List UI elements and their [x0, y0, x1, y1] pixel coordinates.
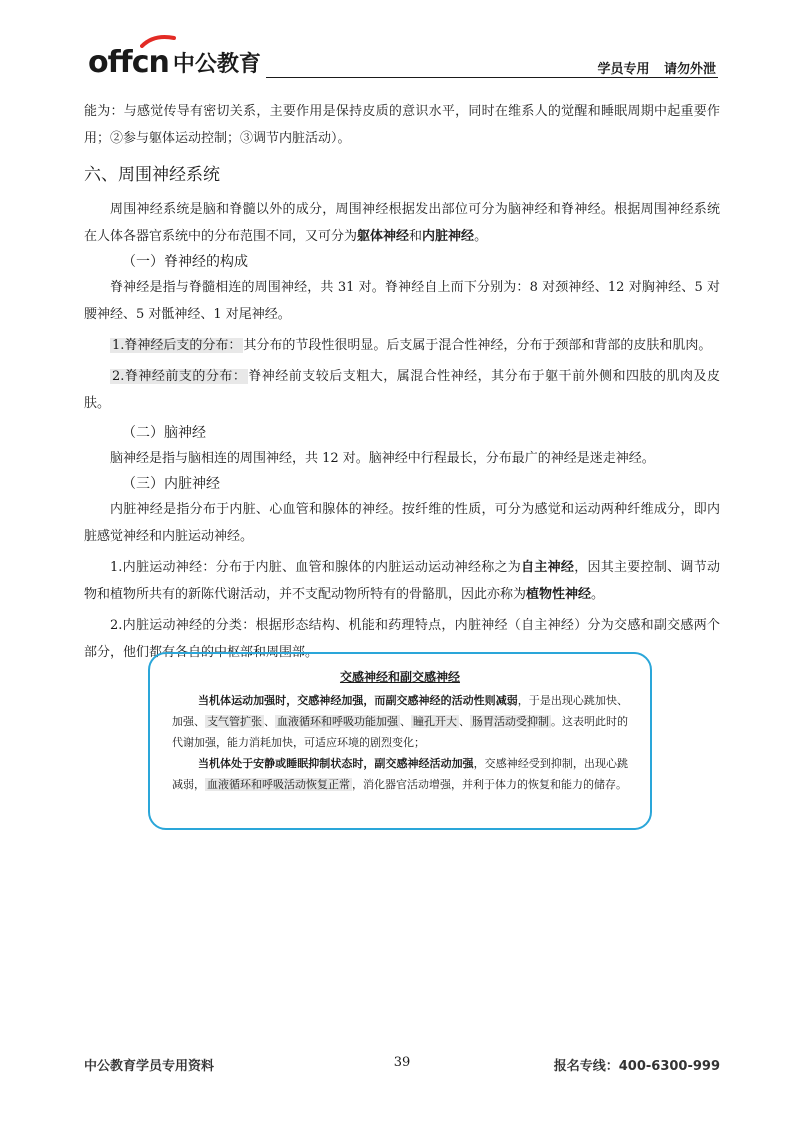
logo-swoosh-icon [140, 34, 176, 48]
page-content [84, 98, 720, 666]
visceral-motor-paragraph: 1.内脏运动神经：分布于内脏、血管和腺体的内脏运动运动神经称之为自主神经，因其主要控制、调节动物和植物所共有的新陈代谢活动，并不支配动物所特有的骨骼肌，因此亦称为植物性神经。 [84, 560, 720, 602]
callout-sympathetic-paragraph: 当机体运动加强时，交感神经加强，而副交感神经的活动性则减弱，于是出现心跳加快、加强、 支气管扩张 、 血液循环和呼吸功能加强 、 瞳孔开大 、 肠胃活动受抑制 。这表明此时的代谢加强，能力消耗加快，可适应环境的剧烈变化； [172, 694, 629, 749]
subheading-cranial-nerves: （二）脑神经 [122, 425, 206, 441]
callout-box [148, 652, 652, 830]
section-heading-peripheral-nerves: 六、周围神经系统 [84, 165, 220, 185]
intro-paragraph: 能为：与感觉传导有密切关系，主要作用是保持皮质的意识水平，同时在维系人的觉醒和睡眠周期中起重要作用；②参与躯体运动控制；③调节内脏活动）。 [84, 104, 720, 146]
spinal-nerves-paragraph: 脊神经是指与脊髓相连的周围神经，共 31 对。脊神经自上而下分别为：8 对颈神经、12 对胸神经、5 对腰神经、5 对骶神经、1 对尾神经。 [84, 280, 720, 322]
subheading-visceral-nerves: （三）内脏神经 [122, 476, 220, 492]
callout-parasympathetic-paragraph: 当机体处于安静或睡眠抑制状态时，副交感神经活动加强，交感神经受到抑制，出现心跳减弱， 血液循环和呼吸活动恢复正常 ，消化器官活动增强，并利于体力的恢复和能力的储存。 [172, 757, 628, 791]
visceral-motor-classification-paragraph: 2.内脏运动神经的分类：根据形态结构、机能和药理特点，内脏神经（自主神经）分为交感和副交感两个部分，他们都有各自的中枢部和周围部。 [84, 618, 720, 660]
header-rule [266, 77, 718, 78]
footer-left-text: 中公教育学员专用资料 [84, 1059, 215, 1074]
logo-chinese-name: 中公教育 [172, 52, 261, 77]
page-footer [84, 1055, 720, 1075]
section-intro-paragraph: 周围神经系统是脑和脊髓以外的成分，周围神经根据发出部位可分为脑神经和脊神经。根据周围神经系统在人体各器官系统中的分布范围不同，又可分为躯体神经和内脏神经。 [84, 202, 720, 244]
header-tag: 学员专用 请勿外泄 [597, 62, 716, 77]
visceral-nerves-paragraph: 内脏神经是指分布于内脏、心血管和腺体的神经。按纤维的性质，可分为感觉和运动两种纤维成分，即内脏感觉神经和内脏运动神经。 [84, 502, 720, 544]
spinal-posterior-branch-paragraph: 1.脊神经后支的分布： 其分布的节段性很明显。后支属于混合性神经，分布于颈部和背部的皮肤和肌肉。 [112, 338, 712, 353]
logo-mark: offcn [88, 45, 169, 80]
highlight-label: 2.脊神经前支的分布： [112, 369, 247, 384]
cranial-nerves-paragraph: 脑神经是指与脑相连的周围神经，共 12 对。脑神经中行程最长，分布最广的神经是迷走神经。 [110, 451, 655, 466]
subheading-spinal-nerves: （一）脊神经的构成 [122, 254, 248, 270]
spinal-anterior-branch-paragraph: 2.脊神经前支的分布： 脊神经前支较后支粗大，属混合性神经，其分布于躯干前外侧和四肢的肌肉及皮肤。 [84, 369, 720, 411]
page-header [88, 40, 718, 80]
offcn-logo [88, 40, 261, 78]
callout-title: 交感神经和副交感神经 [339, 670, 460, 684]
page-number: 39 [393, 1055, 411, 1070]
footer-hotline: 报名专线：400-6300-999 [553, 1059, 720, 1074]
highlight-label: 1.脊神经后支的分布： [112, 338, 242, 353]
